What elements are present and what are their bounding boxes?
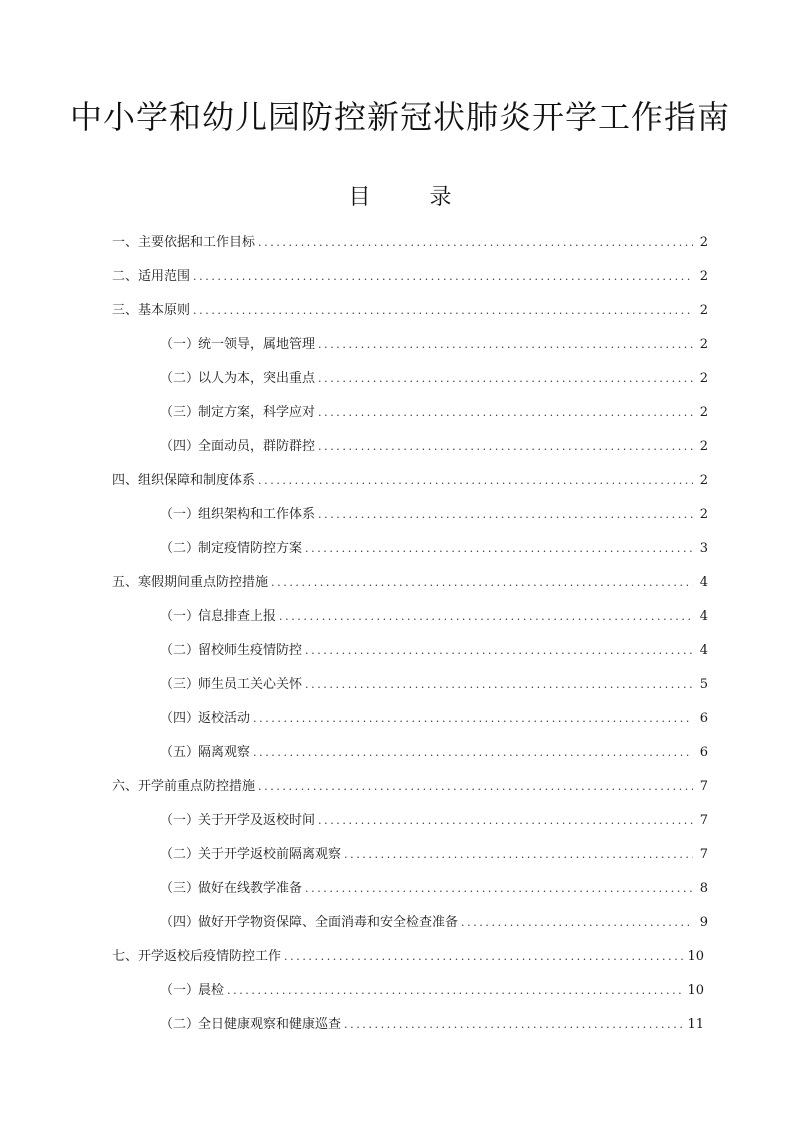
document-title: 中小学和幼儿园防控新冠状肺炎开学工作指南 <box>69 98 730 136</box>
toc-heading: 目 录 <box>348 185 478 210</box>
toc-page-number: 5 <box>699 677 708 692</box>
toc-dot-leader <box>305 532 693 566</box>
toc-page-number: 7 <box>699 847 708 862</box>
toc-entry-number: （一） <box>160 609 200 624</box>
toc-entry-title: 以人为本，突出重点 <box>198 371 316 386</box>
toc-entry[interactable] <box>0 634 800 668</box>
toc-dot-leader <box>271 566 693 600</box>
toc-entry-number: 二、 <box>112 269 139 284</box>
toc-page-number: 2 <box>699 269 708 284</box>
toc-entry-number: （四） <box>160 439 200 454</box>
toc-entry[interactable] <box>0 872 800 906</box>
toc-dot-leader <box>258 770 693 804</box>
toc-entry-title: 组织保障和制度体系 <box>138 473 256 488</box>
toc-page-number: 2 <box>699 303 708 318</box>
toc-entry-title: 信息排查上报 <box>198 609 277 624</box>
toc-dot-leader <box>227 974 684 1008</box>
toc-entry-number: （二） <box>160 643 200 658</box>
toc-page-number: 8 <box>699 881 708 896</box>
toc-entry-number: 四、 <box>112 473 139 488</box>
toc-entry[interactable] <box>0 566 800 600</box>
toc-entry-number: （二） <box>160 371 200 386</box>
toc-entry-number: 六、 <box>112 779 139 794</box>
table-of-contents <box>0 226 800 1042</box>
toc-dot-leader <box>253 736 693 770</box>
toc-dot-leader <box>318 804 693 838</box>
toc-entry-title: 留校师生疫情防控 <box>198 643 303 658</box>
toc-page-number: 4 <box>699 643 708 658</box>
toc-entry-number: 五、 <box>112 575 139 590</box>
toc-dot-leader <box>258 464 693 498</box>
toc-dot-leader <box>318 328 693 362</box>
toc-entry-title: 全日健康观察和健康巡查 <box>198 1017 342 1032</box>
toc-page-number: 2 <box>699 439 708 454</box>
toc-dot-leader <box>318 430 693 464</box>
toc-entry[interactable] <box>0 736 800 770</box>
toc-entry[interactable] <box>0 328 800 362</box>
toc-entry-title: 组织架构和工作体系 <box>198 507 316 522</box>
toc-page-number: 4 <box>699 575 708 590</box>
toc-entry-title: 寒假期间重点防控措施 <box>138 575 269 590</box>
toc-entry[interactable] <box>0 906 800 940</box>
toc-entry[interactable] <box>0 940 800 974</box>
toc-entry[interactable] <box>0 770 800 804</box>
toc-entry-number: （四） <box>160 711 200 726</box>
toc-page-number: 6 <box>699 745 708 760</box>
toc-page-number: 2 <box>699 235 708 250</box>
toc-entry-number: （一） <box>160 507 200 522</box>
toc-dot-leader <box>253 702 693 736</box>
toc-entry[interactable] <box>0 498 800 532</box>
toc-entry[interactable] <box>0 804 800 838</box>
toc-dot-leader <box>344 1008 684 1042</box>
toc-dot-leader <box>193 260 693 294</box>
toc-entry-title: 开学前重点防控措施 <box>138 779 256 794</box>
toc-entry[interactable] <box>0 668 800 702</box>
toc-dot-leader <box>305 872 693 906</box>
toc-entry-title: 隔离观察 <box>198 745 251 760</box>
toc-entry-number: （一） <box>160 813 200 828</box>
toc-dot-leader <box>461 906 693 940</box>
toc-entry-number: （四） <box>160 915 200 930</box>
toc-entry[interactable] <box>0 294 800 328</box>
toc-entry-title: 开学返校后疫情防控工作 <box>138 949 282 964</box>
toc-entry[interactable] <box>0 226 800 260</box>
toc-entry-number: （二） <box>160 541 200 556</box>
toc-page-number: 7 <box>699 813 708 828</box>
toc-entry-title: 主要依据和工作目标 <box>138 235 256 250</box>
toc-page-number: 11 <box>687 1017 704 1032</box>
toc-page-number: 2 <box>699 473 708 488</box>
toc-entry-number: 七、 <box>112 949 139 964</box>
toc-entry[interactable] <box>0 1008 800 1042</box>
toc-entry-title: 做好开学物资保障、全面消毒和安全检查准备 <box>198 915 459 930</box>
toc-page-number: 2 <box>699 405 708 420</box>
toc-dot-leader <box>344 838 693 872</box>
toc-entry[interactable] <box>0 464 800 498</box>
toc-entry-number: （三） <box>160 677 200 692</box>
toc-entry-title: 晨检 <box>198 983 225 998</box>
toc-entry[interactable] <box>0 362 800 396</box>
toc-dot-leader <box>258 226 693 260</box>
toc-entry-number: （二） <box>160 847 200 862</box>
toc-entry-title: 基本原则 <box>138 303 191 318</box>
toc-page-number: 4 <box>699 609 708 624</box>
toc-dot-leader <box>193 294 693 328</box>
toc-entry-title: 制定方案，科学应对 <box>198 405 316 420</box>
toc-page-number: 7 <box>699 779 708 794</box>
toc-page-number: 6 <box>699 711 708 726</box>
toc-page-number: 2 <box>699 507 708 522</box>
toc-dot-leader <box>279 600 693 634</box>
toc-entry[interactable] <box>0 532 800 566</box>
toc-entry[interactable] <box>0 260 800 294</box>
toc-entry-title: 统一领导，属地管理 <box>198 337 316 352</box>
toc-page-number: 10 <box>687 949 704 964</box>
toc-entry[interactable] <box>0 974 800 1008</box>
toc-entry-number: （五） <box>160 745 200 760</box>
toc-entry-title: 制定疫情防控方案 <box>198 541 303 556</box>
toc-entry-title: 关于开学返校前隔离观察 <box>198 847 342 862</box>
toc-entry[interactable] <box>0 430 800 464</box>
toc-entry-number: （二） <box>160 1017 200 1032</box>
toc-entry-number: （三） <box>160 881 200 896</box>
toc-page-number: 3 <box>699 541 708 556</box>
toc-entry-title: 全面动员，群防群控 <box>198 439 316 454</box>
toc-page-number: 10 <box>687 983 704 998</box>
toc-entry-number: （三） <box>160 405 200 420</box>
toc-entry-number: （一） <box>160 337 200 352</box>
toc-entry-title: 适用范围 <box>138 269 191 284</box>
toc-entry-number: （一） <box>160 983 200 998</box>
toc-entry-number: 三、 <box>112 303 139 318</box>
toc-page-number: 2 <box>699 337 708 352</box>
toc-entry[interactable] <box>0 838 800 872</box>
toc-entry-title: 关于开学及返校时间 <box>198 813 316 828</box>
toc-entry[interactable] <box>0 600 800 634</box>
toc-dot-leader <box>305 634 693 668</box>
toc-dot-leader <box>318 396 693 430</box>
toc-entry-title: 做好在线教学准备 <box>198 881 303 896</box>
toc-entry-title: 返校活动 <box>198 711 251 726</box>
toc-entry-title: 师生员工关心关怀 <box>198 677 303 692</box>
toc-entry[interactable] <box>0 702 800 736</box>
toc-entry-number: 一、 <box>112 235 139 250</box>
toc-dot-leader <box>305 668 693 702</box>
toc-page-number: 2 <box>699 371 708 386</box>
toc-entry[interactable] <box>0 396 800 430</box>
toc-dot-leader <box>318 362 693 396</box>
toc-page-number: 9 <box>699 915 708 930</box>
toc-dot-leader <box>318 498 693 532</box>
toc-dot-leader <box>284 940 684 974</box>
